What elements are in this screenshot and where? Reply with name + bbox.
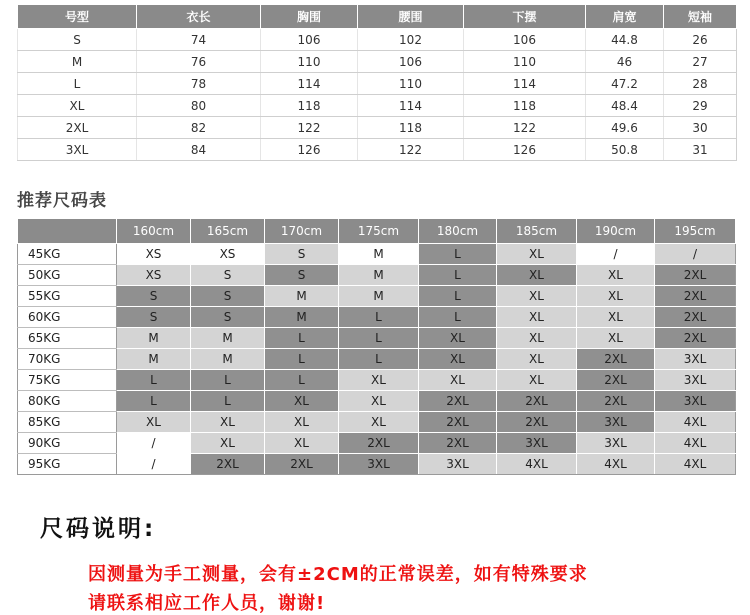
size-cell: XL: [339, 412, 419, 433]
size-cell: 4XL: [655, 454, 736, 475]
size-cell: 2XL: [655, 286, 736, 307]
spec-value-cell: 30: [664, 117, 737, 139]
size-cell: XS: [117, 244, 191, 265]
weight-label: 65KG: [18, 328, 117, 349]
size-cell: M: [191, 349, 265, 370]
size-cell: L: [419, 265, 497, 286]
weight-label: 90KG: [18, 433, 117, 454]
size-cell: XL: [577, 307, 655, 328]
spec-value-cell: 50.8: [586, 139, 664, 161]
spec-value-cell: 110: [464, 51, 586, 73]
size-cell: 3XL: [419, 454, 497, 475]
spec-header-waist: 腰围: [358, 5, 464, 29]
spec-value-cell: 82: [137, 117, 261, 139]
size-cell: XL: [419, 349, 497, 370]
size-cell: XL: [577, 265, 655, 286]
height-header: 165cm: [191, 219, 265, 244]
recommend-row: [18, 454, 736, 475]
size-cell: 4XL: [577, 454, 655, 475]
size-cell: L: [419, 244, 497, 265]
size-cell: 2XL: [577, 370, 655, 391]
recommend-row: [18, 286, 736, 307]
size-cell: 4XL: [655, 433, 736, 454]
size-cell: 4XL: [497, 454, 577, 475]
size-cell: L: [191, 391, 265, 412]
spec-header-shoulder: 肩宽: [586, 5, 664, 29]
size-cell: 2XL: [419, 433, 497, 454]
size-cell: L: [191, 370, 265, 391]
size-cell: S: [265, 265, 339, 286]
spec-row: [18, 29, 737, 51]
height-header: 175cm: [339, 219, 419, 244]
recommend-header-row: [18, 219, 736, 244]
spec-row: [18, 117, 737, 139]
weight-label: 85KG: [18, 412, 117, 433]
spec-value-cell: 31: [664, 139, 737, 161]
size-cell: L: [339, 328, 419, 349]
size-cell: XL: [497, 265, 577, 286]
weight-label: 80KG: [18, 391, 117, 412]
weight-label: 50KG: [18, 265, 117, 286]
spec-value-cell: 29: [664, 95, 737, 117]
size-cell: M: [339, 265, 419, 286]
size-cell: L: [419, 307, 497, 328]
size-cell: M: [117, 349, 191, 370]
size-cell: 3XL: [339, 454, 419, 475]
spec-size-cell: M: [18, 51, 137, 73]
spec-value-cell: 27: [664, 51, 737, 73]
spec-header-chest: 胸围: [261, 5, 358, 29]
recommend-row: [18, 370, 736, 391]
size-cell: XL: [265, 433, 339, 454]
size-cell: S: [191, 307, 265, 328]
spec-value-cell: 74: [137, 29, 261, 51]
height-header: 195cm: [655, 219, 736, 244]
size-cell: XL: [419, 370, 497, 391]
spec-value-cell: 44.8: [586, 29, 664, 51]
spec-value-cell: 122: [358, 139, 464, 161]
spec-value-cell: 114: [261, 73, 358, 95]
spec-value-cell: 114: [358, 95, 464, 117]
size-cell: 2XL: [655, 307, 736, 328]
recommend-row: [18, 412, 736, 433]
size-cell: 2XL: [655, 265, 736, 286]
recommend-size-table: [17, 218, 736, 475]
spec-value-cell: 126: [464, 139, 586, 161]
spec-value-cell: 106: [261, 29, 358, 51]
spec-value-cell: 106: [464, 29, 586, 51]
size-cell: 2XL: [577, 391, 655, 412]
size-cell: XL: [497, 328, 577, 349]
size-cell: 2XL: [655, 328, 736, 349]
size-cell: M: [265, 307, 339, 328]
spec-value-cell: 28: [664, 73, 737, 95]
spec-size-cell: L: [18, 73, 137, 95]
spec-header-hem: 下摆: [464, 5, 586, 29]
weight-label: 55KG: [18, 286, 117, 307]
size-cell: 3XL: [577, 433, 655, 454]
size-cell: S: [191, 265, 265, 286]
note-title: 尺码说明:: [40, 516, 157, 542]
spec-value-cell: 118: [464, 95, 586, 117]
spec-size-cell: XL: [18, 95, 137, 117]
weight-label: 60KG: [18, 307, 117, 328]
size-cell: 3XL: [497, 433, 577, 454]
spec-value-cell: 84: [137, 139, 261, 161]
spec-size-cell: 2XL: [18, 117, 137, 139]
weight-label: 95KG: [18, 454, 117, 475]
size-cell: XS: [117, 265, 191, 286]
spec-value-cell: 48.4: [586, 95, 664, 117]
spec-value-cell: 110: [261, 51, 358, 73]
height-header: 160cm: [117, 219, 191, 244]
size-cell: S: [117, 286, 191, 307]
spec-size-cell: 3XL: [18, 139, 137, 161]
size-cell: M: [117, 328, 191, 349]
size-cell: XL: [497, 349, 577, 370]
recommend-row: [18, 433, 736, 454]
size-cell: 2XL: [265, 454, 339, 475]
size-cell: 3XL: [655, 391, 736, 412]
size-cell: M: [339, 286, 419, 307]
spec-row: [18, 95, 737, 117]
spec-value-cell: 118: [261, 95, 358, 117]
size-cell: 3XL: [577, 412, 655, 433]
spec-value-cell: 106: [358, 51, 464, 73]
size-cell: XL: [265, 391, 339, 412]
size-cell: XL: [191, 433, 265, 454]
size-cell: XL: [497, 286, 577, 307]
size-cell: XS: [191, 244, 265, 265]
size-cell: L: [265, 370, 339, 391]
spec-value-cell: 78: [137, 73, 261, 95]
size-cell: 2XL: [419, 391, 497, 412]
recommend-row: [18, 307, 736, 328]
spec-header-size: 号型: [18, 5, 137, 29]
spec-size-cell: S: [18, 29, 137, 51]
recommend-row: [18, 349, 736, 370]
size-cell: 2XL: [191, 454, 265, 475]
spec-value-cell: 46: [586, 51, 664, 73]
size-cell: XL: [577, 328, 655, 349]
spec-row: [18, 139, 737, 161]
size-cell: XL: [577, 286, 655, 307]
spec-value-cell: 76: [137, 51, 261, 73]
size-cell: XL: [497, 244, 577, 265]
size-cell: 3XL: [655, 349, 736, 370]
size-cell: 2XL: [339, 433, 419, 454]
size-cell: /: [117, 454, 191, 475]
size-cell: XL: [339, 391, 419, 412]
spec-row: [18, 51, 737, 73]
spec-header-row: [18, 5, 737, 29]
size-cell: XL: [191, 412, 265, 433]
recommend-row: [18, 328, 736, 349]
recommend-row: [18, 265, 736, 286]
size-cell: L: [339, 349, 419, 370]
spec-value-cell: 114: [464, 73, 586, 95]
spec-value-cell: 80: [137, 95, 261, 117]
height-header: 180cm: [419, 219, 497, 244]
note-line-2: 请联系相应工作人员，谢谢!: [88, 593, 326, 614]
note-line-1: 因测量为手工测量，会有±2CM的正常误差，如有特殊要求: [88, 564, 588, 585]
size-cell: S: [191, 286, 265, 307]
height-header: 190cm: [577, 219, 655, 244]
size-cell: L: [419, 286, 497, 307]
size-cell: M: [191, 328, 265, 349]
spec-value-cell: 110: [358, 73, 464, 95]
spec-value-cell: 122: [261, 117, 358, 139]
spec-header-sleeve: 短袖: [664, 5, 737, 29]
size-cell: M: [265, 286, 339, 307]
size-cell: /: [577, 244, 655, 265]
size-cell: S: [265, 244, 339, 265]
recommend-title: 推荐尺码表: [17, 191, 107, 211]
size-cell: /: [117, 433, 191, 454]
spec-value-cell: 26: [664, 29, 737, 51]
size-cell: 2XL: [497, 391, 577, 412]
spec-row: [18, 73, 737, 95]
size-cell: 2XL: [497, 412, 577, 433]
size-cell: L: [117, 391, 191, 412]
recommend-row: [18, 244, 736, 265]
size-cell: XL: [419, 328, 497, 349]
spec-value-cell: 126: [261, 139, 358, 161]
spec-value-cell: 47.2: [586, 73, 664, 95]
recommend-row: [18, 391, 736, 412]
size-cell: L: [339, 307, 419, 328]
size-cell: XL: [497, 307, 577, 328]
size-cell: 4XL: [655, 412, 736, 433]
height-header: 170cm: [265, 219, 339, 244]
size-cell: XL: [497, 370, 577, 391]
size-cell: 3XL: [655, 370, 736, 391]
size-spec-table: [17, 4, 737, 161]
height-header: 185cm: [497, 219, 577, 244]
size-cell: L: [117, 370, 191, 391]
size-cell: L: [265, 328, 339, 349]
size-cell: L: [265, 349, 339, 370]
size-cell: M: [339, 244, 419, 265]
size-cell: 2XL: [419, 412, 497, 433]
spec-value-cell: 118: [358, 117, 464, 139]
size-cell: XL: [117, 412, 191, 433]
weight-label: 70KG: [18, 349, 117, 370]
weight-label: 75KG: [18, 370, 117, 391]
size-cell: XL: [265, 412, 339, 433]
size-cell: XL: [339, 370, 419, 391]
spec-value-cell: 122: [464, 117, 586, 139]
spec-header-length: 衣长: [137, 5, 261, 29]
size-cell: 2XL: [577, 349, 655, 370]
size-cell: /: [655, 244, 736, 265]
spec-value-cell: 49.6: [586, 117, 664, 139]
size-cell: S: [117, 307, 191, 328]
recommend-header-corner: [18, 219, 117, 244]
spec-value-cell: 102: [358, 29, 464, 51]
weight-label: 45KG: [18, 244, 117, 265]
